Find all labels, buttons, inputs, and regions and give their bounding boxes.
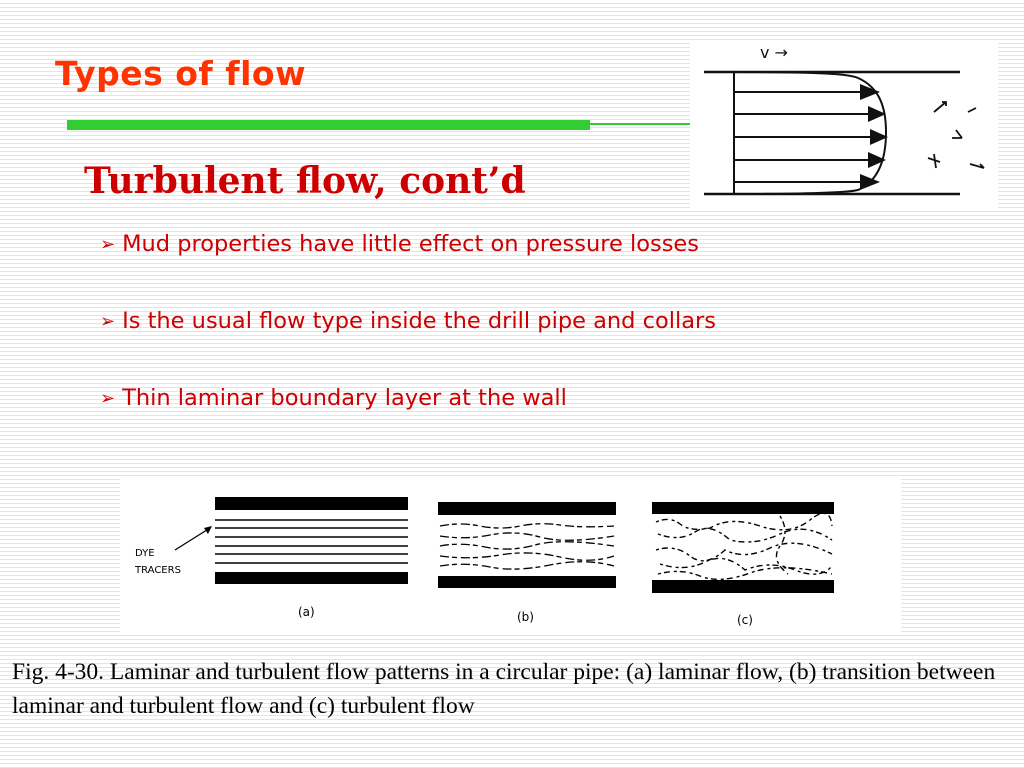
dye-label-line2: TRACERS: [135, 565, 181, 576]
bullet-item: [100, 302, 716, 340]
bullet-text: Is the usual flow type inside the drill pipe and collars: [122, 308, 716, 334]
bullet-text: Mud properties have little effect on pressure losses: [122, 231, 699, 257]
bullet-item: [100, 379, 716, 417]
section-subtitle: Turbulent flow, cont’d: [84, 160, 526, 202]
panel-b-label: (b): [517, 610, 534, 624]
sketch-drawing: [690, 42, 998, 208]
flow-patterns-drawing: [120, 476, 901, 633]
bullet-text: Thin laminar boundary layer at the wall: [122, 385, 567, 411]
dye-pointer-line: [175, 528, 210, 550]
arrowhead-bullet-icon: ➢: [100, 233, 116, 255]
panel-a-label: (a): [298, 605, 315, 619]
panel-a-laminar: [215, 497, 408, 584]
dye-pointer-arrow: [204, 526, 212, 534]
arrowhead-bullet-icon: ➢: [100, 387, 116, 409]
panel-c-turbulent: [652, 502, 834, 593]
figure-caption: Fig. 4-30. Laminar and turbulent flow patterns in a circular pipe: (a) laminar flow, (b) transition between laminar and turbulent flow and (c) turbulent flow: [12, 659, 996, 719]
slide-title: Types of flow: [55, 54, 307, 93]
panel-c-label: (c): [737, 613, 753, 627]
flow-patterns-figure: [120, 476, 901, 633]
panel-b-transition: [438, 502, 616, 588]
velocity-vectors: [734, 92, 883, 182]
dye-label-line1: DYE: [135, 548, 155, 559]
bullet-list: [100, 225, 716, 456]
title-underline-thin: [590, 123, 690, 125]
title-underline: [67, 120, 590, 130]
eddy-marks: [928, 102, 984, 168]
velocity-label: v →: [760, 43, 788, 62]
arrowhead-bullet-icon: ➢: [100, 310, 116, 332]
turbulent-profile-sketch: [690, 42, 998, 208]
bullet-item: [100, 225, 716, 263]
